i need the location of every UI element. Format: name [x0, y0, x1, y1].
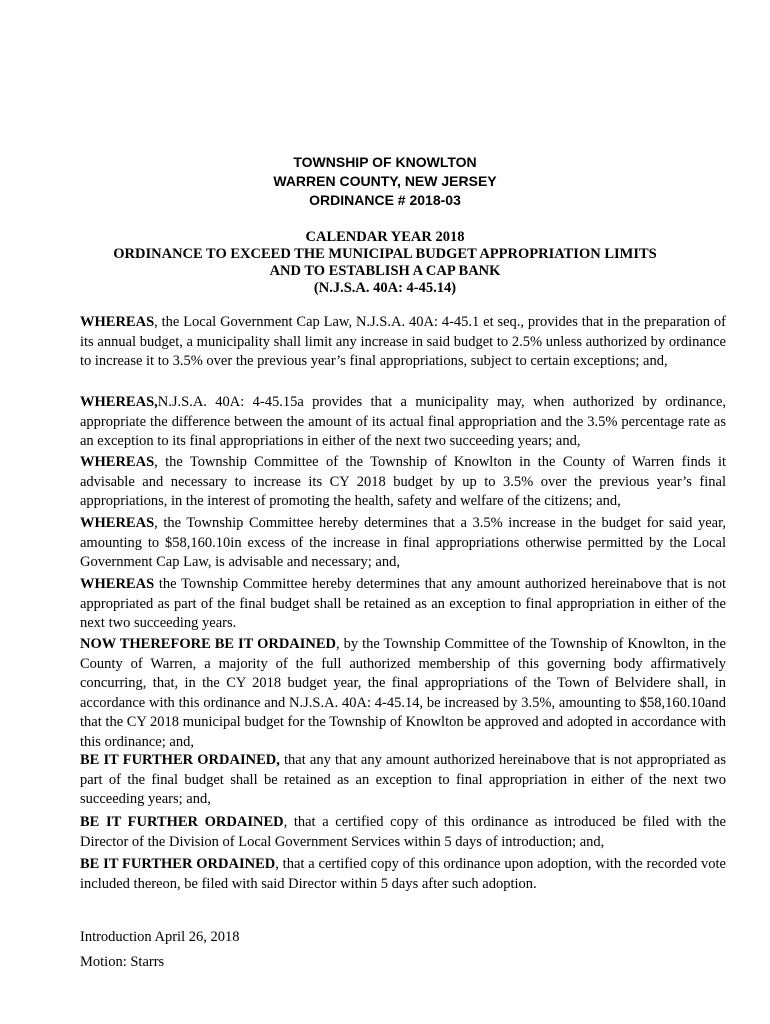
paragraph-text: , the Township Committee hereby determines that a 3.5% increase in the budget for said year, amounting to $58,160.10in excess of the increase in final appropriations otherwise permitted by the Local Government Cap Law, is advisable and necessary; and, — [80, 515, 726, 571]
paragraph-text: , by the Township Committee of the Township of Knowlton, in the County of Warren, a majority of the full authorized membership of this governing body affirmatively concurring, that, in the CY 2018 budget year, the final appropriations of the Town of Belvidere shall, in accordance with this ordinance and N.J.S.A. 40A: 4-45.14, be increased by 3.5%, amounting to $58,160.10and that the CY 2018 municipal budget for the Township of Knowlton be approved and adopted in accordance with this ordinance; and, — [80, 636, 726, 750]
ordinance-title-line-1: ORDINANCE TO EXCEED THE MUNICIPAL BUDGET APPROPRIATION LIMITS — [113, 246, 657, 262]
county-state: WARREN COUNTY, NEW JERSEY — [273, 173, 497, 189]
township-name: TOWNSHIP OF KNOWLTON — [293, 154, 477, 170]
paragraph-text: , that a certified copy of this ordinance as introduced be filed with the Director of the Division of Local Government Services within 5 days of introduction; and, — [80, 814, 726, 850]
paragraph-text: the Township Committee hereby determines that any amount authorized hereinabove that is not appropriated as part of the final budget shall be retained as an exception to final appropriation in either of the next two succeeding years. — [80, 576, 726, 632]
ordinance-title-line-2: AND TO ESTABLISH A CAP BANK — [269, 263, 501, 279]
whereas-paragraph-1 — [80, 313, 726, 372]
further-ordained-paragraph-1 — [80, 751, 726, 810]
whereas-paragraph-4 — [80, 514, 726, 573]
paragraph-text: , the Township Committee of the Township of Knowlton in the County of Warren finds it advisable and necessary to increase its CY 2018 budget by up to 3.5% over the previous year’s final appropriations, in the interest of promoting the health, safety and welfare of the citizens; and, — [80, 454, 726, 510]
statute-citation: (N.J.S.A. 40A: 4-45.14) — [313, 280, 457, 296]
paragraph-text: N.J.S.A. 40A: 4-45.15a provides that a municipality may, when authorized by ordinance, appropriate the difference between the amount of its actual final appropriation and the 3.5% percentage rate as an exception to its final appropriations in either of the next two succeeding years; and, — [80, 394, 726, 450]
paragraph-lead: WHEREAS, — [80, 394, 158, 410]
paragraph-lead: BE IT FURTHER ORDAINED — [80, 856, 276, 872]
paragraph-lead: BE IT FURTHER ORDAINED — [80, 814, 284, 830]
paragraph-lead: NOW THEREFORE BE IT ORDAINED — [80, 636, 337, 652]
motion-line: Motion: Starrs — [80, 954, 165, 970]
paragraph-text: , the Local Government Cap Law, N.J.S.A. 40A: 4-45.1 et seq., provides that in the preparation of its annual budget, a municipality shall limit any increase in said budget to 2.5% unless authorized by ordinance to increase it to 3.5% over the previous year’s final appropriations, subject to certain exceptions; and, — [80, 314, 726, 370]
paragraph-lead: WHEREAS — [80, 454, 155, 470]
paragraph-lead: WHEREAS — [80, 576, 155, 592]
further-ordained-paragraph-2 — [80, 813, 726, 852]
ordinance-number: ORDINANCE # 2018-03 — [309, 192, 461, 208]
further-ordained-paragraph-3 — [80, 855, 726, 894]
paragraph-text: , that a certified copy of this ordinance upon adoption, with the recorded vote included thereon, be filed with said Director within 5 days after such adoption. — [80, 856, 726, 892]
now-therefore-paragraph — [80, 635, 726, 753]
paragraph-text: that any that any amount authorized hereinabove that is not appropriated as part of the final budget shall be retained as an exception to final appropriation in either of the next two succeeding years; and, — [80, 752, 726, 808]
paragraph-lead: WHEREAS — [80, 515, 155, 531]
paragraph-lead: WHEREAS — [80, 314, 155, 330]
whereas-paragraph-3 — [80, 453, 726, 512]
whereas-paragraph-5 — [80, 575, 726, 634]
introduction-date: Introduction April 26, 2018 — [80, 929, 240, 945]
whereas-paragraph-2 — [80, 393, 726, 452]
calendar-year-title: CALENDAR YEAR 2018 — [305, 229, 465, 245]
paragraph-lead: BE IT FURTHER ORDAINED, — [80, 752, 280, 768]
